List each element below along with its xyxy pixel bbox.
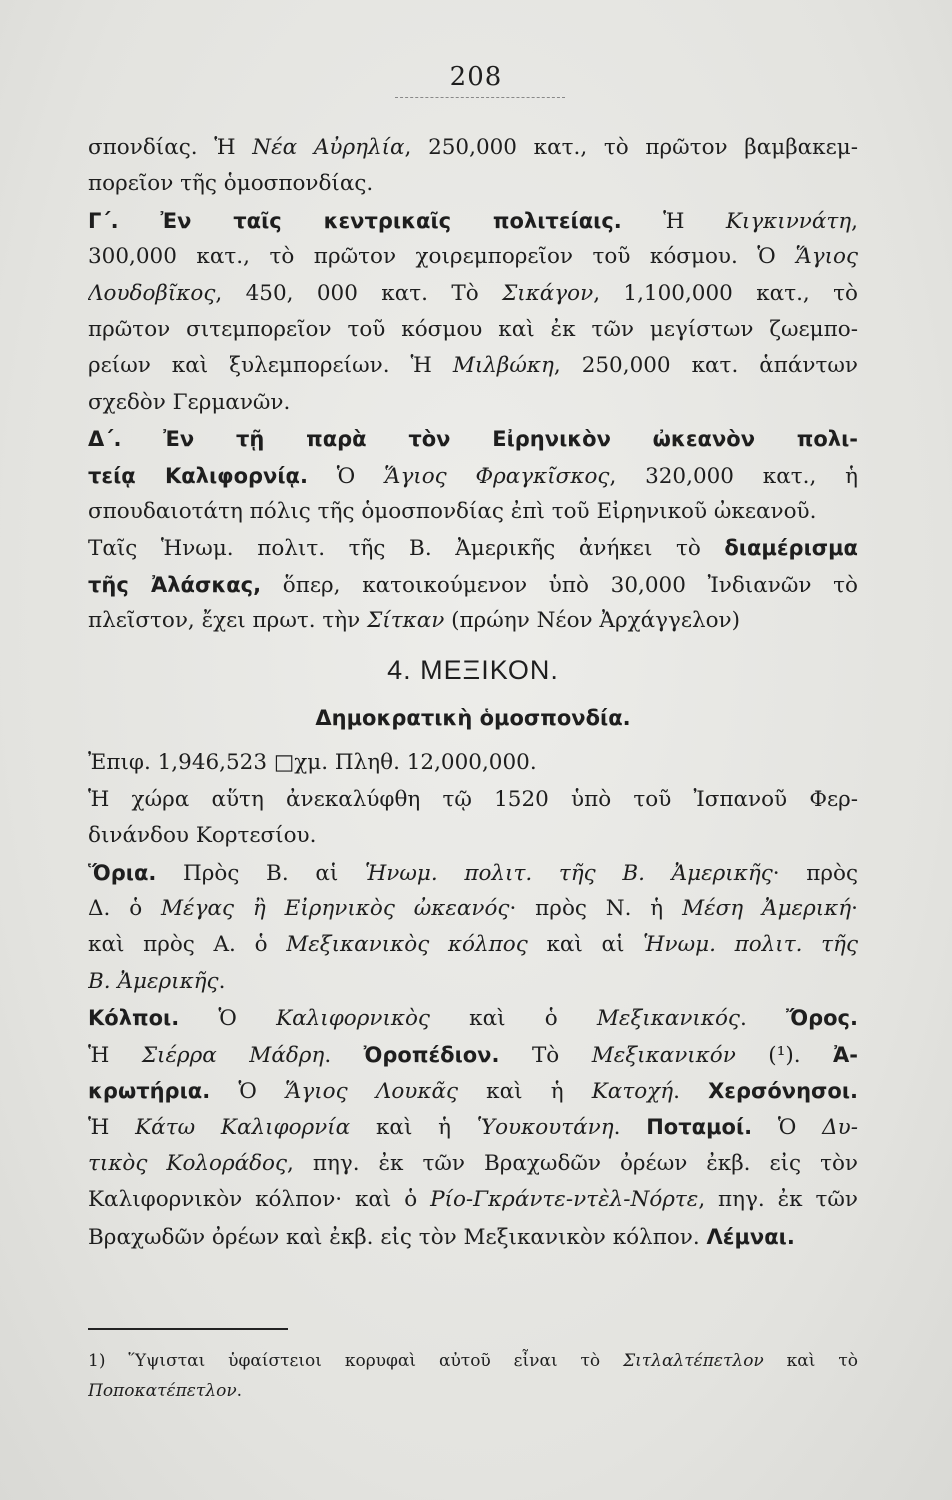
text-line	[88, 166, 858, 202]
bold-run: Ἀ-	[833, 1042, 858, 1067]
text-run: .	[236, 1381, 243, 1401]
italic-run: Β. Ἀμερικῆς	[88, 968, 219, 994]
text-run: .	[739, 1006, 786, 1032]
text-run: Ἡ	[88, 1115, 136, 1141]
text-run: καὶ πρὸς Α. ὁ	[88, 932, 287, 958]
italic-run: Σιέρρα Μάδρη	[141, 1042, 325, 1068]
text-run: ρείων καὶ ξυλεμπορείων. Ἡ	[88, 353, 453, 379]
text-line	[88, 458, 858, 494]
text-run: Ἡ χώρα αὕτη ἀνεκαλύφθη τῷ 1520 ὑπὸ τοῦ Ἰσπανοῦ Φερ-	[88, 786, 858, 812]
text-line	[88, 1182, 858, 1218]
bold-run: κρωτήρια.	[88, 1078, 211, 1103]
bold-run: Λέμναι.	[706, 1224, 795, 1249]
italic-run: Ποποκατέπετλον	[88, 1381, 237, 1401]
text-run: ὅπερ, κατοικούμενον ὑπὸ 30,000 Ἰνδιανῶν τὸ	[261, 572, 858, 598]
text-run: .	[613, 1115, 647, 1141]
text-run: Ὁ	[752, 1115, 823, 1141]
italic-run: Μέση Ἀμερική	[682, 896, 852, 922]
text-line	[88, 1000, 858, 1036]
text-run: Ὁ	[307, 463, 385, 489]
text-line	[88, 782, 858, 818]
bold-run: Ὅρια.	[88, 860, 157, 885]
text-line	[88, 1346, 858, 1376]
italic-run: Καλιφορνικὸς	[276, 1006, 430, 1032]
text-run: , 320,000 κατ., ἡ	[609, 463, 858, 489]
text-run: 1) Ὕψισται ὑφαίστειοι κορυφαὶ αὐτοῦ εἶναι τὸ	[88, 1351, 624, 1371]
italic-run: Δυ-	[822, 1115, 858, 1141]
text-run: Βραχωδῶν ὀρέων καὶ ἐκβ. εἰς τὸν Μεξικανικὸν κόλπον.	[88, 1224, 707, 1250]
footnote-rule	[88, 1328, 288, 1330]
text-line	[88, 385, 858, 421]
bold-run: Κόλποι.	[88, 1006, 180, 1031]
text-run: πλεῖστον, ἔχει πρωτ. τὴν	[88, 608, 368, 634]
text-line	[88, 855, 858, 891]
bold-run: Ποταμοί.	[646, 1115, 753, 1140]
text-run: πορεῖον τῆς ὁμοσπονδίας.	[88, 171, 374, 197]
section-paragraphs	[88, 745, 858, 1254]
italic-run: Ὑουκουτάνη	[476, 1115, 614, 1141]
text-run: Ἐπιφ. 1,946,523 □χμ. Πληθ. 12,000,000.	[88, 750, 537, 776]
text-line	[88, 348, 858, 384]
text-line	[88, 203, 858, 239]
text-run: ·	[851, 896, 858, 922]
text-line	[88, 530, 858, 566]
text-run: σπουδαιοτάτη πόλις τῆς ὁμοσπονδίας ἐπὶ τοῦ Εἰρηνικοῦ ὠκεανοῦ.	[88, 498, 817, 524]
text-line	[88, 1073, 858, 1109]
text-run: Καλιφορνικὸν κόλπον· καὶ ὁ	[88, 1187, 431, 1213]
text-run: , πηγ. ἐκ τῶν	[698, 1187, 858, 1213]
text-line	[88, 1219, 858, 1255]
text-run: Ἡ	[621, 208, 726, 234]
text-run: , 450, 000 κατ. Τὸ	[215, 280, 503, 306]
text-line	[88, 494, 858, 530]
italic-run: Ἡνωμ. πολιτ. τῆς	[643, 932, 858, 958]
text-line	[88, 1146, 858, 1182]
text-run: .	[218, 968, 226, 994]
text-line	[88, 421, 858, 457]
text-run: καὶ ὁ	[429, 1006, 597, 1032]
italic-run: Ρίο-Γκράντε-ντὲλ-Νόρτε	[430, 1187, 699, 1213]
text-run: Ὁ	[210, 1078, 285, 1104]
text-run: · πρὸς Ν. ἡ	[509, 896, 683, 922]
italic-run: τικὸς Κολοράδος	[88, 1150, 288, 1176]
text-line	[88, 964, 858, 1000]
page-number: 208	[449, 62, 503, 92]
text-line	[88, 818, 858, 854]
text-line	[88, 276, 858, 312]
text-line	[88, 239, 858, 275]
text-line	[88, 603, 858, 639]
bold-run: Ὄρος.	[785, 1006, 858, 1031]
page-number-ornament	[395, 97, 565, 98]
text-run: Πρὸς Β. αἱ	[156, 860, 365, 886]
bold-run: τείᾳ Καλιφορνίᾳ.	[88, 463, 308, 488]
section-subheading: Δημοκρατικὴ ὁμοσπονδία.	[315, 706, 631, 731]
text-run: , 1,100,000 κατ., τὸ	[593, 280, 858, 306]
text-run: (πρώην Νέον Ἀρχάγγελον)	[444, 608, 741, 634]
italic-run: Μέγας ἢ Εἰρηνικὸς ὠκεανός	[161, 896, 510, 922]
main-text	[88, 130, 858, 1255]
text-run: , 250,000 κατ. ἁπάντων	[553, 353, 858, 379]
italic-run: Σικάγον	[502, 280, 594, 306]
italic-run: Σιτλαλτέπετλον	[623, 1351, 764, 1371]
text-line	[88, 130, 858, 166]
text-run: .	[673, 1078, 709, 1104]
text-run: Δ. ὁ	[88, 896, 162, 922]
text-run: .	[324, 1042, 364, 1068]
bold-run: διαμέρισμα	[724, 536, 858, 561]
italic-run: Ἅγιος Φραγκῖσκος	[384, 463, 610, 489]
text-run: Τὸ	[499, 1042, 592, 1068]
text-line	[88, 891, 858, 927]
italic-run: Ἅγιος Λουκᾶς	[284, 1078, 459, 1104]
italic-run: Ἡνωμ. πολιτ. τῆς Β. Ἀμερικῆς	[364, 860, 773, 886]
text-line	[88, 1037, 858, 1073]
bold-run: Δ΄. Ἐν τῇ παρὰ τὸν Εἰρηνικὸν ὠκεανὸν πολι-	[88, 427, 858, 452]
footnote	[88, 1346, 858, 1406]
text-run: καὶ τὸ	[763, 1351, 858, 1371]
text-run: , πηγ. ἐκ τῶν Βραχωδῶν ὀρέων ἐκβ. εἰς τὸν	[287, 1150, 858, 1176]
bold-run: Ὀροπέδιον.	[363, 1042, 500, 1067]
text-run: καὶ ἡ	[458, 1078, 592, 1104]
body-paragraphs	[88, 130, 858, 639]
text-line	[88, 1109, 858, 1145]
text-run: 300,000 κατ., τὸ πρῶτον χοιρεμπορεῖον τοῦ κόσμου. Ὁ	[88, 244, 796, 270]
italic-run: Κιγκιννάτη	[725, 208, 852, 234]
text-run: · πρὸς	[772, 860, 858, 886]
text-run: , 250,000 κατ., τὸ πρῶτον βαμβακεμ-	[404, 135, 858, 160]
text-line	[88, 312, 858, 348]
italic-run: Κατοχή	[591, 1078, 674, 1104]
text-line	[88, 745, 858, 781]
section-heading: 4. ΜΕΞΙΚΟΝ.	[387, 655, 559, 686]
text-run: ,	[851, 208, 858, 234]
text-run: δινάνδου Κορτεσίου.	[88, 823, 317, 849]
italic-run: Λουδοβῖκος	[88, 280, 216, 306]
text-line	[88, 567, 858, 603]
bold-run: τῆς Ἀλάσκας,	[88, 572, 262, 597]
text-run: Ἡ	[88, 1042, 142, 1068]
italic-run: Ἅγιος	[795, 244, 858, 270]
bold-run: Γ΄. Ἐν ταῖς κεντρικαῖς πολιτείαις.	[88, 208, 622, 233]
text-run: Ταῖς Ἡνωμ. πολιτ. τῆς Β. Ἀμερικῆς ἀνήκει τὸ	[88, 536, 725, 562]
bold-run: Χερσόνησοι.	[708, 1078, 858, 1103]
text-run: καὶ ἡ	[350, 1115, 477, 1141]
text-run: (¹).	[735, 1042, 834, 1068]
text-line	[88, 1376, 858, 1406]
text-run: καὶ αἱ	[527, 932, 644, 958]
italic-run: Μεξικανικός	[596, 1006, 740, 1032]
italic-run: Κάτω Καλιφορνία	[135, 1115, 351, 1141]
italic-run: Μεξικανικόν	[591, 1042, 736, 1068]
text-line	[88, 927, 858, 963]
italic-run: Μεξικανικὸς κόλπος	[286, 932, 528, 958]
text-run: σπονδίας. Ἡ	[88, 135, 253, 160]
italic-run: Νέα Αὐρηλία	[252, 135, 405, 160]
text-run: σχεδὸν Γερμανῶν.	[88, 389, 291, 415]
text-run: πρῶτον σιτεμπορεῖον τοῦ κόσμου καὶ ἐκ τῶν μεγίστων ζωεμπο-	[88, 316, 858, 342]
italic-run: Μιλβώκη	[452, 353, 554, 379]
italic-run: Σίτκαν	[367, 608, 445, 634]
text-run: Ὁ	[179, 1006, 277, 1032]
